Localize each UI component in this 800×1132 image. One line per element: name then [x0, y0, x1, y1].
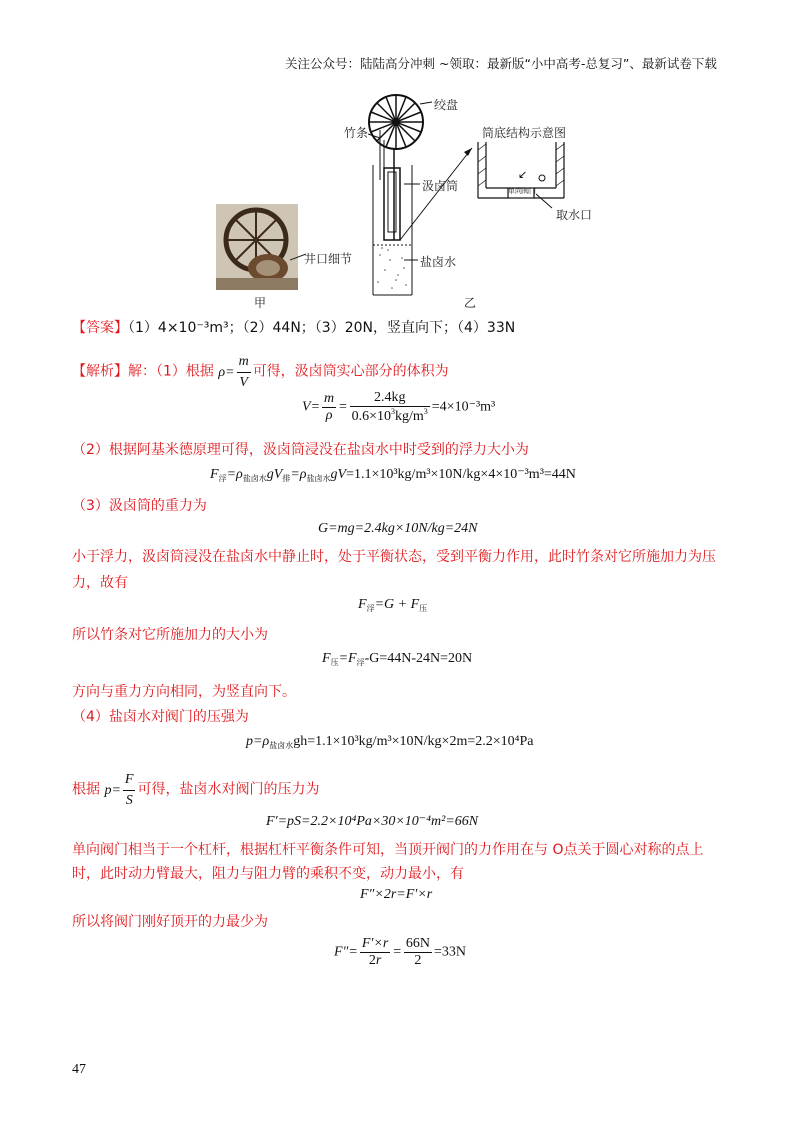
pointer-line — [290, 252, 310, 262]
eq5-result: -G=44N-24N=20N — [364, 651, 473, 666]
para-8b: 可得，盐卤水对阀门的压力为 — [137, 781, 320, 798]
svg-text:↙: ↙ — [518, 168, 528, 181]
eq-pressure: $p=\rho_{盐卤水}gh=1.1\times 10^3kg/m^3\times 10N/kg\times 2m=2.2\times 10^4Pa$ — [246, 734, 534, 750]
apparatus-diagram — [340, 90, 580, 310]
intro-a: 解：（1）根据 — [128, 363, 214, 380]
label-valve: 单向阀门 — [508, 187, 536, 195]
para-6: 方向与重力方向相同，为竖直向下。 — [72, 684, 296, 700]
para-8a: 根据 — [72, 781, 100, 798]
eq10-result: =33N — [433, 944, 466, 960]
label-brine: 盐卤水 — [420, 255, 457, 269]
label-bottom-title: 筒底结构示意图 — [482, 126, 567, 140]
eq7-result: gh=1.1×10³kg/m³×10N/kg×2m=2.2×10⁴Pa — [293, 734, 534, 749]
eq-volume: V= $\frac{m}{\rho}$ = $\frac{2.4kg}{0.6\times 10^3kg/m^3}$ =4×10⁻³m³ — [302, 390, 496, 424]
para-2: （2）根据阿基米德原理可得，汲卤筒浸没在盐卤水中时受到的浮力大小为 — [72, 442, 529, 458]
eq-buoyancy: $F_浮=\rho_{盐卤水}gV_排=\rho_{盐卤水}gV=1.1\times 10^3kg/m^3\times 10N/kg\times 4\times 10^{-3}m^3=44N$ — [210, 467, 576, 483]
well-photo — [216, 204, 298, 290]
para-3: （3）汲卤筒的重力为 — [72, 498, 207, 514]
analysis-tag: 【解析】 — [72, 363, 128, 380]
label-bamboo: 竹条 — [344, 126, 369, 140]
para-5: 所以竹条对它所施加力的大小为 — [72, 627, 268, 643]
label-yi: 乙 — [464, 296, 477, 310]
waterwheel-image — [216, 204, 298, 290]
answer-tag: 【答案】 — [72, 320, 128, 336]
label-tube: 汲卤筒 — [422, 179, 459, 193]
label-winch: 绞盘 — [434, 98, 459, 112]
page-number: 47 — [72, 1062, 86, 1077]
para-4a: 小于浮力，汲卤筒浸没在盐卤水中静止时，处于平衡状态，受到平衡力作用，此时竹条对它所施加力为压 — [72, 549, 716, 565]
para-9a: 单向阀门相当于一个杠杆，根据杠杆平衡条件可知，当顶开阀门的力作用在与 O点关于圆心对称的点上 — [72, 842, 704, 858]
eq-min-force: F″= $\frac{F'\times r}{2r}$ = $\frac{66N}{2}$ =33N — [334, 936, 466, 968]
para-7: （4）盐卤水对阀门的压强为 — [72, 709, 249, 725]
label-jia: 甲 — [254, 296, 267, 310]
answer-line — [72, 318, 515, 338]
eq-lever: F″×2r=F′×r — [360, 887, 433, 902]
label-well-detail: 井口细节 — [304, 252, 353, 266]
label-outlet: 取水口 — [556, 208, 593, 222]
eq-force: F′=pS=2.2×10⁴Pa×30×10⁻⁴m²=66N — [266, 814, 479, 829]
eq2-result: =1.1×10³kg/m³×10N/kg×4×10⁻³m³=44N — [346, 467, 576, 482]
brine-tube — [384, 168, 400, 240]
eq-gravity: G=mg=2.4kg×10N/kg=24N — [318, 521, 478, 536]
eq1-result: =4×10⁻³m³ — [431, 399, 496, 415]
eq-balance: $F_浮=G + F_压$ — [358, 597, 428, 613]
intro-b: 可得，汲卤筒实心部分的体积为 — [252, 363, 449, 380]
answer-text: （1）4×10⁻³m³；（2）44N；（3）20N，竖直向下；（4）33N — [128, 320, 516, 336]
para-8: 根据 p= $\frac{F}{S}$ 可得，盐卤水对阀门的压力为 — [72, 772, 320, 808]
para-9b: 时，此时动力臂最大，阻力与阻力臂的乘积不变，动力最小，有 — [72, 866, 464, 882]
para-10: 所以将阀门刚好顶开的力最少为 — [72, 914, 268, 930]
para-4b: 力，故有 — [72, 575, 128, 591]
eq-press-force: $F_压=F_浮-G=44N-24N=20N$ — [322, 651, 473, 667]
page-header: 关注公众号：陆陆高分冲刺 ~领取：最新版“小中高考-总复习”、最新试卷下载 — [285, 56, 717, 71]
analysis-intro: 【解析】解：（1）根据 ρ= $\frac{m}{V}$ 可得，汲卤筒实心部分的体积为 — [72, 354, 449, 390]
